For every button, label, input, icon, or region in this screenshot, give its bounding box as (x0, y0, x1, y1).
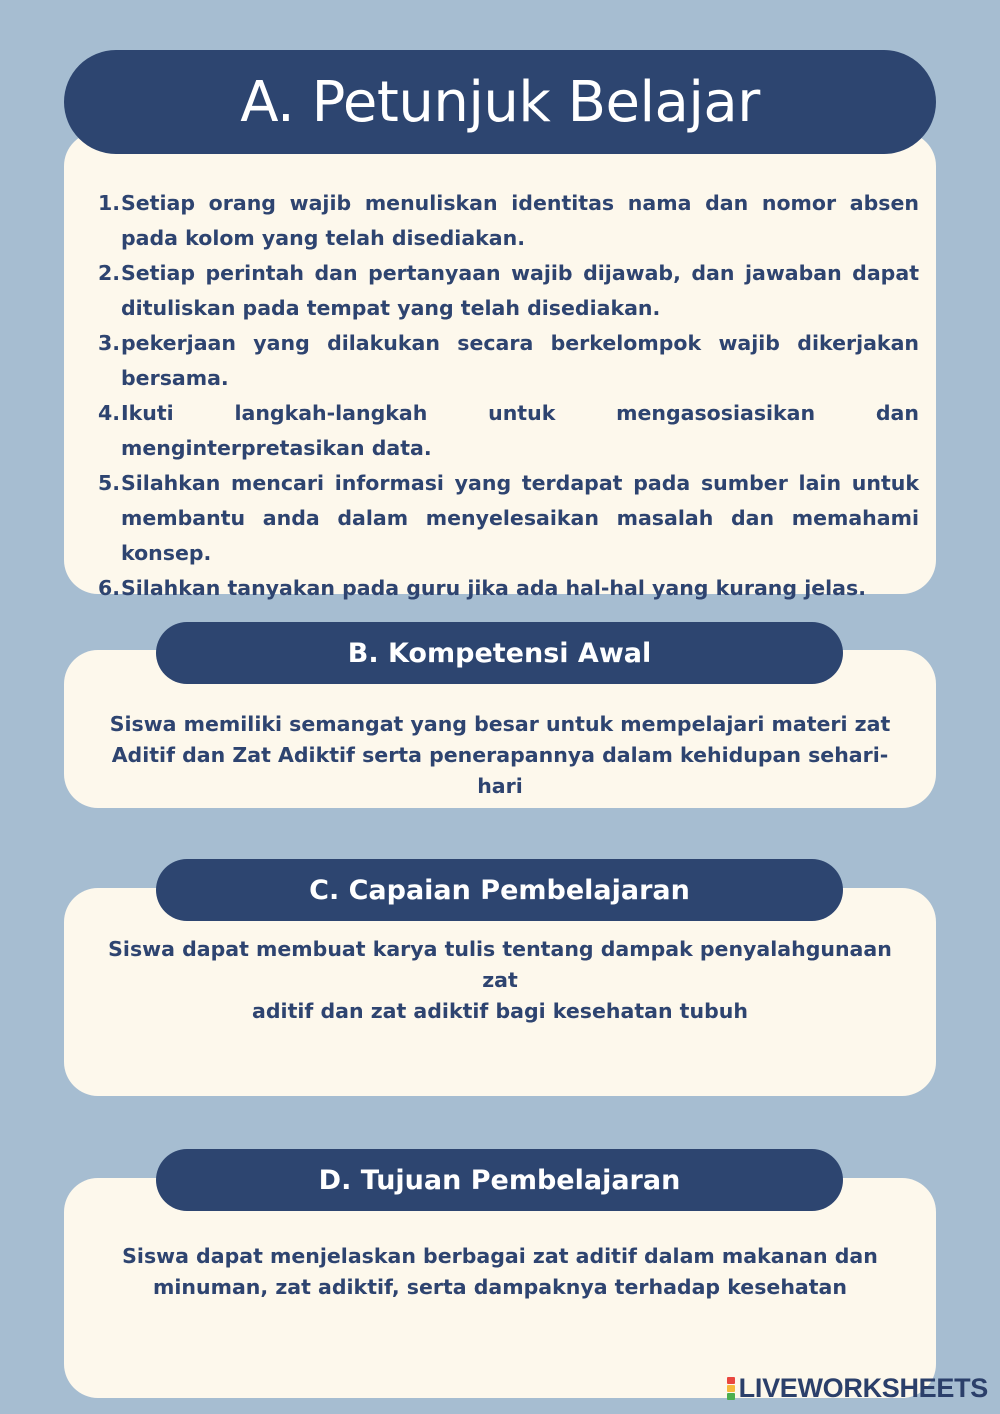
instructions-list (96, 186, 919, 606)
page-title: A. Petunjuk Belajar (64, 50, 936, 154)
tujuan-pembelajaran-text: Siswa dapat menjelaskan berbagai zat aditif dalam makanan dan minuman, zat adiktif, serta dampaknya terhadap kesehatan (122, 1244, 878, 1299)
brand-text: LIVEWORKSHEETS (738, 1373, 988, 1403)
list-item: 1. Setiap orang wajib menuliskan identitas nama dan nomor absen pada kolom yang telah disediakan. (97, 191, 919, 250)
capaian-pembelajaran-text: Siswa dapat membuat karya tulis tentang dampak penyalahgunaan zat aditif dan zat adiktif bagi kesehatan tubuh (108, 937, 892, 1023)
kompetensi-awal-heading: B. Kompetensi Awal (156, 622, 843, 684)
kompetensi-awal-text: Siswa memiliki semangat yang besar untuk mempelajari materi zat Aditif dan Zat Adiktif serta penerapannya dalam kehidupan sehari-hari (109, 712, 891, 798)
list-item: 2. Setiap perintah dan pertanyaan wajib dijawab, dan jawaban dapat dituliskan pada tempat yang telah disediakan. (97, 261, 919, 320)
capaian-pembelajaran-heading: C. Capaian Pembelajaran (156, 859, 843, 921)
list-item: 3. pekerjaan yang dilakukan secara berkelompok wajib dikerjakan bersama. (97, 331, 919, 390)
tujuan-pembelajaran-heading: D. Tujuan Pembelajaran (156, 1149, 843, 1211)
list-item: 6. Silahkan tanyakan pada guru jika ada hal-hal yang kurang jelas. (97, 576, 866, 600)
liveworksheets-logo-icon (727, 1377, 735, 1400)
liveworksheets-watermark (727, 1373, 988, 1404)
list-item: 5. Silahkan mencari informasi yang terdapat pada sumber lain untuk membantu anda dalam menyelesaikan masalah dan memahami konsep. (97, 471, 919, 565)
list-item: 4. Ikuti langkah-langkah untuk mengasosiasikan dan menginterpretasikan data. (97, 401, 919, 460)
